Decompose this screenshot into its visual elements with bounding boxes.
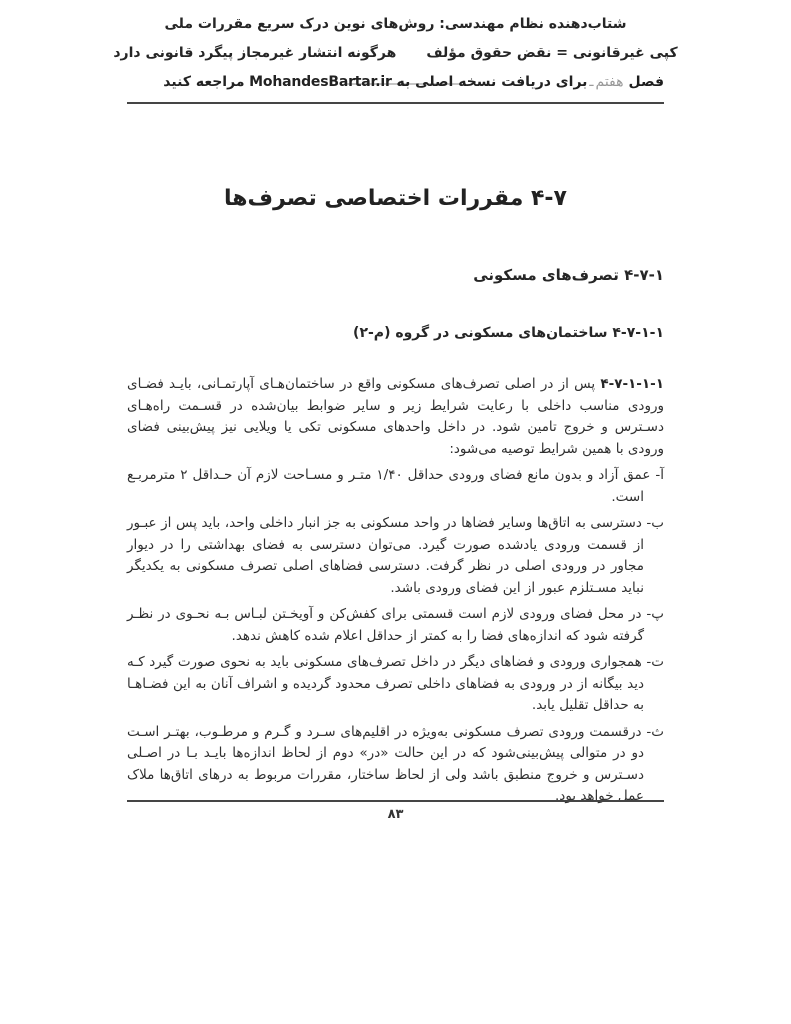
watermark-text: برای دریافت نسخه اصلی به MohandesBartar.ir مراجعه کنید: [163, 74, 588, 90]
list-item-marker: ب-: [646, 515, 664, 531]
copyright-statement: کپی غیرقانونی = نقض حقوق مؤلف: [426, 45, 678, 61]
subsection-heading: ۴-۷-۱-۱ ساختمان‌های مسکونی در گروه (م-۲): [353, 325, 664, 341]
clause-paragraph: [127, 374, 664, 460]
header-rule: [127, 102, 664, 104]
footer-rule: [127, 800, 664, 802]
list-item: [127, 513, 664, 599]
list-item-text: عمق آزاد و بدون مانع فضای ورودی حداقل ۱/۴۰ متـر و مسـاحت لازم آن حـداقل ۲ مترمربـع است.: [127, 467, 651, 505]
chapter-label-secondary: هفتم: [595, 74, 624, 90]
list-item: [127, 652, 664, 717]
legal-warning: هرگونه انتشار غیرمجاز پیگرد قانونی دارد: [113, 45, 397, 61]
page-title: ۴-۷ مقررات اختصاصی تصرف‌ها: [224, 186, 567, 211]
occupancy-list: [127, 465, 664, 808]
clause-text: پس از در اصلی تصرف‌های مسکونی واقع در ساختمان‌هـای آپارتمـانی، بایـد فضـای ورودی مناسب داخلی با رعایت شرایط زیر و سایر ضوابط بیان‌شده در قسـمت راه‌هـای دسـترس و خروج تامین شود. در داخل واحدهای مسکونی تکی یا ویلایی نیز پیش‌بینی فضای ورودی با همین شرایط توصیه می‌شود:: [127, 376, 664, 457]
list-item-marker: ت-: [646, 654, 664, 670]
page-number: ۸۳: [387, 807, 404, 822]
notice-line-1: شتاب‌دهنده نظام مهندسی: روش‌های نوین درک سریع مقررات ملی: [164, 16, 627, 32]
list-item-marker: پ-: [646, 606, 665, 622]
list-item-text: در محل فضای ورودی لازم است قسمتی برای کفش‌کن و آویخـتن لبـاس بـه نحـوی در نظـر گرفته شود که اندازه‌های فضا را به کمتر از حداقل اعلام شده کاهش ندهد.: [127, 606, 644, 644]
list-item: [127, 722, 664, 808]
notice-line-2: [113, 43, 678, 63]
header-notice: [113, 14, 678, 92]
list-item-marker: ث-: [646, 723, 665, 740]
list-item: [127, 604, 664, 647]
body-block: [127, 374, 665, 804]
list-item-text: درقسمت ورودی تصرف مسکونی به‌ویژه در اقلیم‌های سـرد و گـرم و مرطـوب، بهتـر اسـت دو در متوالی پیش‌بینی‌شود که در این حالت «در» دوم از لحاظ اندازه‌ها بایـد بـا در اصـلی دسـترس و خروج منطبق باشد ولی از لحاظ ساختار، مقررات مربوط به درهای اتاق‌ها ملاک عمل خواهد بود.: [127, 723, 644, 804]
clause-number: ۴-۷-۱-۱-۱: [600, 376, 664, 392]
chapter-row: [127, 72, 664, 92]
chapter-dash: ـ: [589, 74, 594, 90]
chapter-label: فصل: [628, 74, 664, 90]
section-heading: ۴-۷-۱ تصرف‌های مسکونی: [473, 266, 664, 284]
list-item-text: دسترسی به اتاق‌ها وسایر فضاها در واحد مسکونی به جز انبار داخلی واحد، باید پس از عبـور از قسمت ورودی یادشده صورت گیرد. می‌توان دسترسی به فضای بهداشتی را در دیوار مجاور در ورودی اصلی در نظر گرفت. دسترسی فضاهای اصلی تصرف مسکونی به یکدیگر نباید مسـتلزم عبور از این فضای ورودی باشد.: [127, 515, 644, 596]
list-item: [127, 465, 664, 508]
list-item-text: همجواری ورودی و فضاهای دیگر در داخل تصرف‌های مسکونی باید به نحوی صورت گیرد کـه دید بیگانه از در ورودی به فضاهای داخلی تصرف محدود گردیده و اشراف آنان به این فضـاهـا به حداقل تقلیل یابد.: [127, 654, 644, 713]
list-item-marker: آ-: [655, 467, 664, 483]
